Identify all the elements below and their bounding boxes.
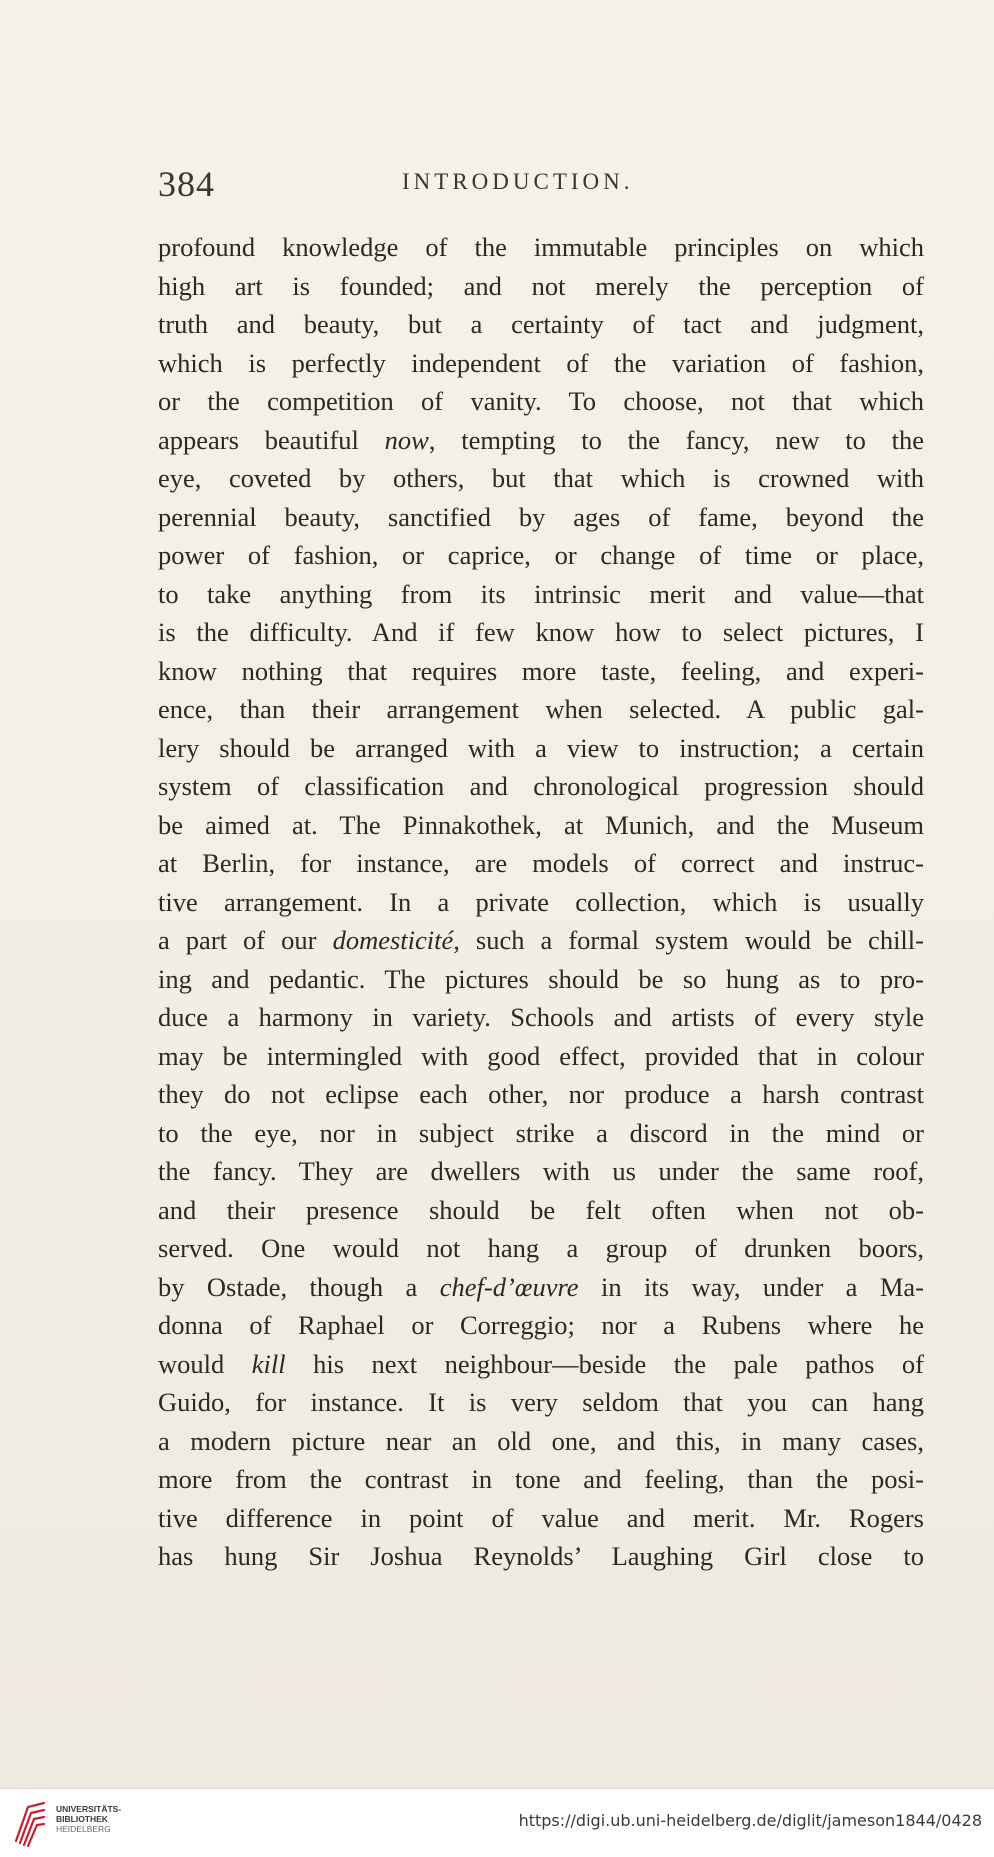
text-segment: tive arrangement. In a private collection, which is usually xyxy=(158,886,924,917)
text-segment: has hung Sir Joshua Reynolds’ Laughing Girl close to xyxy=(158,1541,924,1571)
text-segment: lery should be arranged with a view to instruction; a certain xyxy=(158,732,924,763)
text-segment: donna of Raphael or Correggio; nor a Rubens where he xyxy=(158,1310,924,1340)
text-line xyxy=(158,652,924,691)
text-segment: power of fashion, or caprice, or change of time or place, xyxy=(158,540,924,570)
text-segment: ing and pedantic. The pictures should be so hung as to pro- xyxy=(158,963,924,994)
text-line xyxy=(158,1229,924,1268)
text-line xyxy=(158,1460,924,1499)
text-segment: or the competition of vanity. To choose, not that which xyxy=(158,386,924,416)
text-segment: a part of our xyxy=(158,925,333,955)
text-segment: eye, coveted by others, but that which is crowned with xyxy=(158,463,924,493)
text-segment: which is perfectly independent of the variation of fashion, xyxy=(158,347,924,378)
heidelberg-library-logo-icon[interactable] xyxy=(10,1799,50,1847)
text-line xyxy=(158,1383,924,1422)
text-segment: be aimed at. The Pinnakothek, at Munich, and the Museum xyxy=(158,809,924,840)
text-segment: Guido, for instance. It is very seldom that you can hang xyxy=(158,1387,924,1417)
text-segment: system of classification and chronological progression should xyxy=(158,771,924,801)
italic-text: now xyxy=(384,424,429,455)
page-header xyxy=(158,163,918,203)
text-segment: in its way, under a Ma- xyxy=(578,1271,925,1302)
text-segment: at Berlin, for instance, are models of correct and instruc- xyxy=(158,848,924,878)
text-segment: truth and beauty, but a certainty of tact and judgment, xyxy=(158,309,924,339)
italic-text: domesticité, xyxy=(332,925,460,955)
text-segment: to take anything from its intrinsic merit and value—that xyxy=(158,578,924,609)
text-segment: more from the contrast in tone and feeling, than the posi- xyxy=(158,1464,924,1494)
text-line xyxy=(158,806,924,845)
text-segment: high art is founded; and not merely the perception of xyxy=(158,270,924,301)
text-line xyxy=(158,1499,924,1538)
text-segment: a modern picture near an old one, and this, in many cases, xyxy=(158,1425,924,1456)
text-segment: to the eye, nor in subject strike a discord in the mind or xyxy=(158,1117,924,1148)
text-segment: such a formal system would be chill- xyxy=(459,925,924,955)
text-segment: by Ostade, though a xyxy=(158,1271,440,1302)
italic-text: chef-d’œuvre xyxy=(439,1271,579,1302)
text-line xyxy=(158,1114,924,1153)
text-line xyxy=(158,613,924,652)
text-line xyxy=(158,459,924,498)
text-segment: would xyxy=(158,1348,252,1379)
text-segment: and their presence should be felt often when not ob- xyxy=(158,1194,924,1225)
body-text xyxy=(158,228,924,1576)
library-name-line1: UNIVERSITÄTS- xyxy=(56,1804,122,1814)
text-line xyxy=(158,344,924,383)
text-line xyxy=(158,228,924,267)
text-segment: may be intermingled with good effect, provided that in colour xyxy=(158,1040,924,1071)
library-name xyxy=(56,1804,121,1834)
text-segment: the fancy. They are dwellers with us under the same roof, xyxy=(158,1156,924,1186)
text-line xyxy=(158,998,924,1037)
text-segment: profound knowledge of the immutable principles on which xyxy=(158,232,924,262)
text-line xyxy=(158,844,924,883)
text-line xyxy=(158,1191,924,1230)
text-line xyxy=(158,267,924,306)
text-line xyxy=(158,1152,924,1191)
text-line xyxy=(158,767,924,806)
text-line xyxy=(158,382,924,421)
text-segment: appears beautiful xyxy=(158,424,385,455)
text-segment: ence, than their arrangement when selected. A public gal- xyxy=(158,694,924,724)
text-segment: is the difficulty. And if few know how to select pictures, I xyxy=(158,617,924,647)
text-line xyxy=(158,921,924,960)
text-line xyxy=(158,1345,924,1384)
text-line xyxy=(158,1037,924,1076)
viewer-footer xyxy=(0,1788,994,1857)
library-name-line2: BIBLIOTHEK xyxy=(56,1814,108,1824)
text-line xyxy=(158,729,924,768)
text-line xyxy=(158,498,924,537)
page-number: 384 xyxy=(158,164,215,204)
text-line xyxy=(158,305,924,344)
text-line xyxy=(158,536,924,575)
text-line xyxy=(158,1306,924,1345)
text-segment: duce a harmony in variety. Schools and artists of every style xyxy=(158,1002,924,1032)
text-segment: perennial beauty, sanctified by ages of fame, beyond the xyxy=(158,501,924,532)
text-line xyxy=(158,960,924,999)
text-line xyxy=(158,421,924,460)
running-head: INTRODUCTION. xyxy=(402,169,634,194)
text-line xyxy=(158,690,924,729)
permalink-url[interactable]: https://digi.ub.uni-heidelberg.de/diglit/jameson1844/0428 xyxy=(518,1811,982,1830)
text-segment: know nothing that requires more taste, feeling, and experi- xyxy=(158,655,924,686)
text-line xyxy=(158,1268,924,1307)
text-segment: , tempting to the fancy, new to the xyxy=(428,424,924,455)
text-segment: tive difference in point of value and merit. Mr. Rogers xyxy=(158,1502,924,1533)
text-line xyxy=(158,1075,924,1114)
text-line xyxy=(158,1422,924,1461)
text-segment: served. One would not hang a group of drunken boors, xyxy=(158,1233,924,1263)
italic-text: kill xyxy=(251,1348,286,1379)
text-line xyxy=(158,883,924,922)
text-line xyxy=(158,575,924,614)
text-segment: they do not eclipse each other, nor produce a harsh contrast xyxy=(158,1079,924,1109)
text-line xyxy=(158,1537,924,1576)
text-segment: his next neighbour—beside the pale pathos of xyxy=(285,1348,924,1379)
library-name-line3: HEIDELBERG xyxy=(56,1824,111,1834)
